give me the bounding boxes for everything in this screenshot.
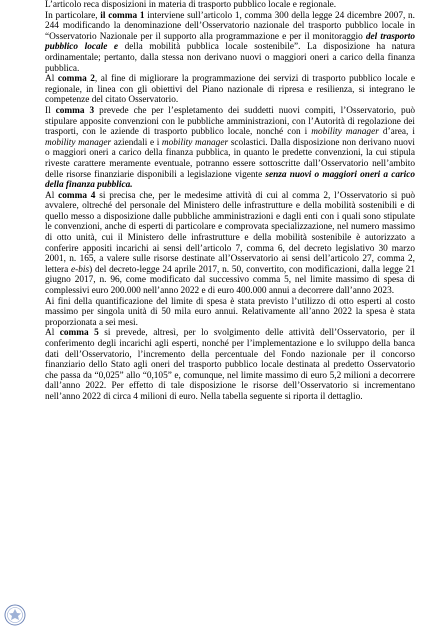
text-run: L’articolo reca disposizioni in materia di trasporto pubblico locale e regionale.	[45, 0, 337, 10]
text-run: comma 3	[55, 105, 95, 116]
text-run: e-bis	[71, 264, 90, 275]
text-run: ) del decreto-legge 24 aprile 2017, n. 50, convertito, con modificazioni, dalla legge 21 giugno 2017, n. 96, come modificato dal successivo comma 5, nel limite massimo di spesa di complessivi euro 200.000 nell’anno 2022 e di euro 400.000 annui a decorrere dall’anno 2023.	[45, 264, 415, 297]
text-run: In particolare,	[45, 10, 101, 21]
document-body	[45, 0, 415, 403]
text-run: mobility manager	[45, 137, 112, 148]
text-run: aziendali e i	[111, 137, 162, 148]
text-run: scolastici. Dalla disposizione non derivano nuovi o maggiori oneri a carico della finanza pubblica, in quanto le predette convenzioni, la cui stipula riveste carattere meramente eventuale, potranno essere sottoscritte dall’Osservatorio nell’ambito delle risorse finanziarie disponibili a legislazione vigente	[45, 137, 415, 180]
text-run: prevede che per l’espletamento dei suddetti nuovi compiti, l’Osservatorio, può stipulare apposite convenzioni con le pubbliche amministrazioni, con l’Autorità di regolazione dei trasporti, con le aziende di trasporto pubblico locale, nonché con i	[45, 105, 415, 138]
text-run: della mobilità pubblica locale sostenibile”. La disposizione ha natura ordinamentale; pertanto, dalla stessa non derivano nuovi o maggiori oneri a carico della finanza pubblica.	[45, 42, 415, 74]
text-run: si prevede, altresì, per lo svolgimento delle attività dell’Osservatorio, per il conferimento degli incarichi agli esperti, nonché per l’implementazione e lo sviluppo della banca dati dell’Osservatorio, l’incremento della percentuale del Fondo nazionale per il concorso finanziario dello Stato agli oneri del trasporto pubblico locale destinata al predetto Osservatorio che passa da “0,025” allo “0,105” e, comunque, nel limite massimo di euro 5,2 milioni a decorrere dall’anno 2022. Per effetto di tale disposizione le risorse dell’Osservatorio si incrementano nell’anno 2022 di circa 4 milioni di euro. Nella tabella seguente si riporta il dettaglio.	[45, 328, 415, 402]
text-run: Il	[45, 105, 56, 116]
text-run: si precisa che, per le medesime attività di cui al comma 2, l’Osservatorio si può avvalere, oltreché del personale del Ministero delle infrastrutture e della mobilità sostenibili e di quello messo a disposizione dalle pubbliche amministrazioni e dagli enti con i quali sono stipulate le convenzioni, anche di esperti di particolare e comprovata specializzazione, nel numero massimo di otto unità, cui il Ministero delle infrastrutture e della mobilità sostenibile è autorizzato a conferire appositi incarichi ai sensi dell’articolo 7, comma 6, del decreto legislativo 30 marzo 2001, n. 165, a valere sulle risorse destinate all’Osservatorio ai sensi dell’articolo 27, comma 2, lettera	[45, 190, 416, 275]
ministry-seal-logo	[4, 604, 26, 626]
text-run: senza nuovi o maggiori oneri a carico della finanza pubblica.	[45, 169, 415, 191]
text-run: comma 2	[57, 74, 95, 85]
text-run: interviene sull’articolo 1, comma 300 della legge 24 dicembre 2007, n. 244 modificando la denominazione dell’Osservatorio nazionale del trasporto pubblico locale in “Osservatorio Nazionale per il supporto alla programmazione e per il monitoraggio	[45, 10, 416, 42]
paragraph	[45, 106, 415, 191]
text-run: del trasporto pubblico locale e	[45, 31, 416, 53]
text-run: comma 4	[58, 190, 96, 201]
text-run: mobility manager	[311, 127, 379, 138]
text-run: Ai fini della quantificazione del limite di spesa è stata previsto l’utilizzo di otto esperti al costo massimo per singola unità di 50 mila euro annui. Relativamente all’anno 2022 la spesa è stata proporzionata a sei mesi.	[45, 296, 415, 328]
text-run: comma 5	[59, 328, 99, 339]
text-run: Al	[45, 74, 58, 85]
paragraph	[45, 297, 415, 329]
text-run: , al fine di migliorare la programmazione dei servizi di trasporto pubblico locale e regionale, in linea con gli obiettivi del Piano nazionale di ripresa e resilienza, si integrano le competenze del citato Osservatorio.	[45, 74, 415, 106]
text-run: Al	[45, 328, 60, 339]
text-run: d’area, i	[378, 127, 415, 138]
text-run: il comma 1	[100, 10, 145, 21]
paragraph	[45, 328, 415, 402]
text-run: Al	[45, 190, 59, 201]
paragraph	[45, 0, 415, 11]
paragraph	[45, 11, 415, 75]
text-run: mobility manager	[161, 137, 229, 148]
paragraph	[45, 74, 415, 106]
paragraph	[45, 191, 415, 297]
